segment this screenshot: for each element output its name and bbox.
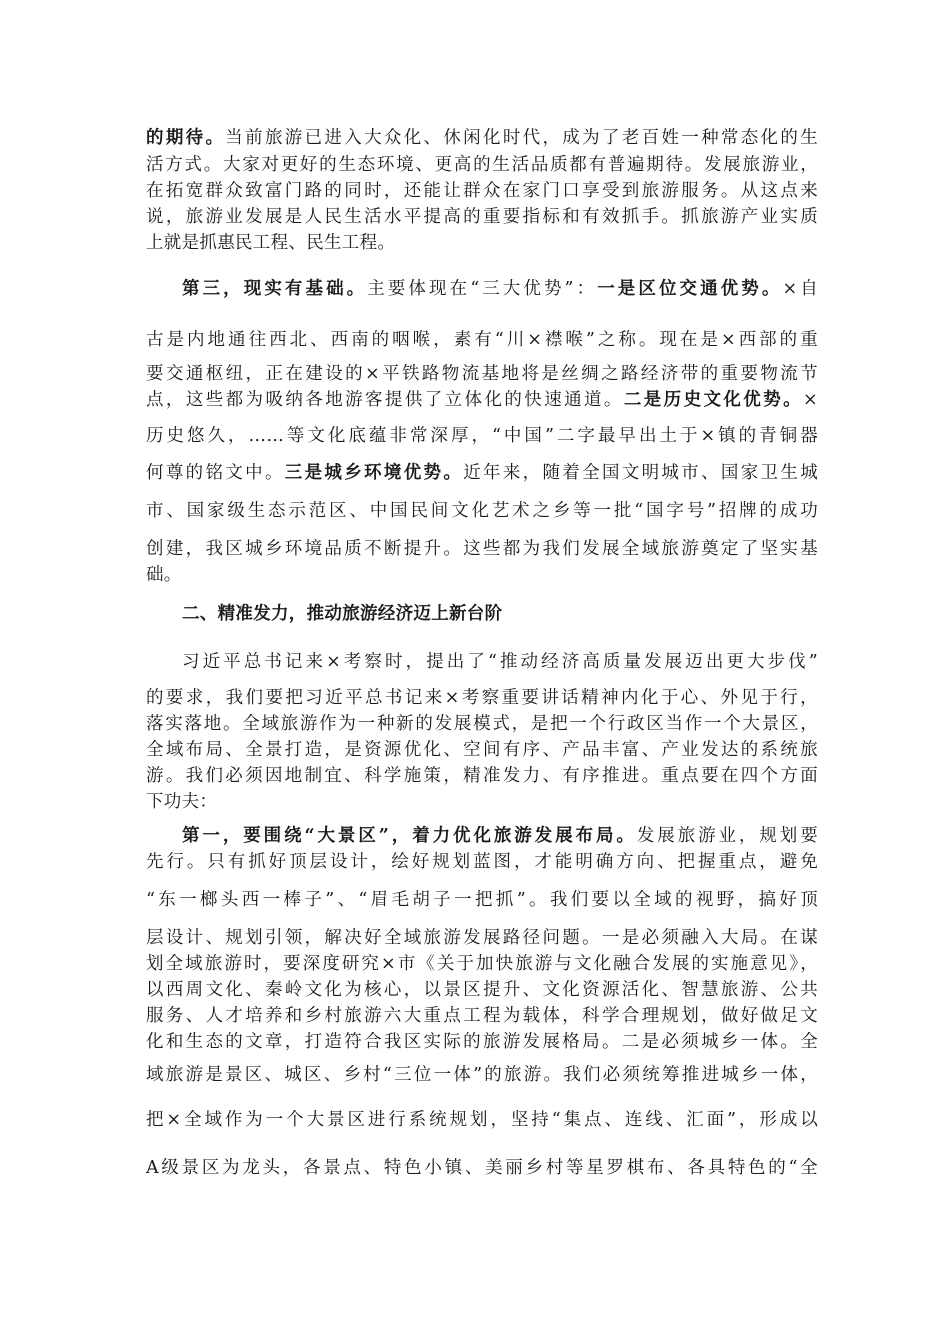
text-run: ×: [803, 390, 819, 410]
text-line: 服务、人才培养和乡村旅游六大重点工程为载体，科学合理规划，做好做足文: [146, 1006, 818, 1026]
text-run: 当前旅游已进入大众化、休闲化时代，成为了老百姓一种常态化的生: [225, 128, 818, 148]
text-line: [182, 277, 818, 301]
text-line: [182, 824, 818, 848]
text-line: 市、国家级生态示范区、中国民间文化艺术之乡等一批“国字号”招牌的成功: [146, 501, 818, 521]
text-line: 上就是抓惠民工程、民生工程。: [146, 233, 396, 253]
text-line: 以西周文化、秦岭文化为核心，以景区提升、文化资源活化、智慧旅游、公共: [146, 980, 818, 1000]
bold-phrase: 第一，要围绕“大景区”，着力优化旅游发展布局。: [182, 826, 637, 846]
text-line: 习近平总书记来×考察时，提出了“推动经济高质量发展迈出更大步伐”: [182, 652, 818, 672]
bold-phrase: 的期待。: [146, 128, 226, 148]
text-line: 把×全域作为一个大景区进行系统规划，坚持“集点、连线、汇面”，形成以: [146, 1110, 818, 1130]
bold-phrase: 二是历史文化优势。: [623, 390, 804, 410]
text-line: 先行。只有抓好顶层设计，绘好规划蓝图，才能明确方向、把握重点，避免: [146, 852, 818, 872]
text-line: 要交通枢纽，正在建设的×平铁路物流基地将是丝绸之路经济带的重要物流节: [146, 364, 818, 384]
section-heading: 二、精准发力，推动旅游经济迈上新台阶: [182, 604, 503, 624]
text-line: 全域布局、全景打造，是资源优化、空间有序、产品丰富、产业发达的系统旅: [146, 740, 818, 760]
text-line: 的要求，我们要把习近平总书记来×考察重要讲话精神内化于心、外见于行，: [146, 688, 818, 708]
text-line: 下功夫：: [146, 792, 218, 812]
text-line: 落实落地。全域旅游作为一种新的发展模式，是把一个行政区当作一个大景区，: [146, 714, 818, 734]
text-line: 划全域旅游时，要深度研究×市《关于加快旅游与文化融合发展的实施意见》，: [146, 954, 818, 974]
text-line: 历史悠久，……等文化底蕴非常深厚，“中国”二字最早出土于×镇的青铜器: [146, 426, 818, 446]
text-run: 主要体现在“三大优势”：: [367, 279, 598, 299]
text-run: 发展旅游业，规划要: [636, 826, 818, 846]
text-run: 何尊的铭文中。: [146, 463, 285, 483]
text-line: [146, 388, 818, 412]
text-line: 化和生态的文章，打造符合我区实际的旅游发展格局。二是必须城乡一体。全: [146, 1032, 818, 1052]
text-line: “东一榔头西一棒子”、“眉毛胡子一把抓”。我们要以全域的视野，搞好顶: [146, 890, 818, 910]
text-line: 古是内地通往西北、西南的咽喉，素有“川×襟喉”之称。现在是×西部的重: [146, 330, 818, 350]
text-run: ×自: [782, 279, 819, 299]
text-line: 在拓宽群众致富门路的同时，还能让群众在家门口享受到旅游服务。从这点来: [146, 181, 818, 201]
bold-phrase: 第三，现实有基础。: [182, 279, 368, 299]
bold-phrase: 三是城乡环境优势。: [284, 463, 464, 483]
text-line: 域旅游是景区、城区、乡村“三位一体”的旅游。我们必须统筹推进城乡一体，: [146, 1065, 818, 1085]
text-line: 础。: [146, 565, 182, 585]
text-line: 说，旅游业发展是人民生活水平提高的重要指标和有效抓手。抓旅游产业实质: [146, 207, 818, 227]
text-line: A级景区为龙头，各景点、特色小镇、美丽乡村等星罗棋布、各具特色的“全: [146, 1158, 818, 1178]
text-line: 创建，我区城乡环境品质不断提升。这些都为我们发展全域旅游奠定了坚实基: [146, 539, 818, 559]
text-run: 近年来，随着全国文明城市、国家卫生城: [463, 463, 818, 483]
bold-phrase: 一是区位交通优势。: [597, 279, 783, 299]
text-line: 活方式。大家对更好的生态环境、更高的生活品质都有普遍期待。发展旅游业，: [146, 155, 818, 175]
text-line: [146, 461, 818, 485]
text-line: 层设计、规划引领，解决好全域旅游发展路径问题。一是必须融入大局。在谋: [146, 928, 818, 948]
text-run: 点，这些都为吸纳各地游客提供了立体化的快速通道。: [146, 390, 624, 410]
text-line: 游。我们必须因地制宜、科学施策，精准发力、有序推进。重点要在四个方面: [146, 766, 818, 786]
text-line: [146, 126, 818, 150]
